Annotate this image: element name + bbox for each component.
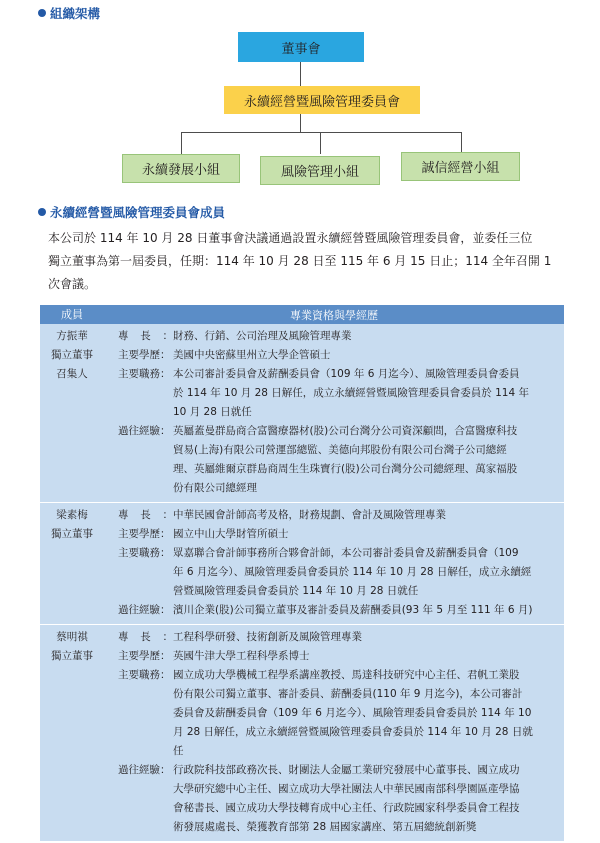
org-chart [0, 0, 600, 200]
detail-value [173, 525, 560, 544]
member-title: 獨立董事 [51, 528, 93, 540]
org-connector [181, 132, 182, 154]
detail-value [173, 327, 560, 346]
detail-label-part: 長 [140, 509, 151, 521]
detail-value-line: 10 月 28 日就任 [173, 406, 252, 418]
detail-value-line: 貿易(上海)有限公司營運部總監、美德向邦股份有限公司台灣子公司總經 [173, 444, 507, 456]
detail-item [118, 628, 560, 647]
detail-value-line: 工程科學研發、技術創新及風險管理專業 [173, 631, 362, 643]
detail-value [173, 647, 560, 666]
intro-line: 本公司於 114 年 10 月 28 日董事會決議通過設置永續經營暨風險管理委員會，並委任三位 [48, 231, 533, 245]
member-detail-cell [104, 324, 564, 503]
detail-value-line: 中華民國會計師高考及格，財務規劃、會計及風險管理專業 [173, 509, 446, 521]
org-connector [300, 62, 301, 86]
detail-item [118, 365, 560, 422]
detail-label: 主要學歷： [118, 528, 171, 540]
intro-line: 次會議。 [48, 277, 97, 291]
org-connector [320, 132, 321, 154]
detail-value-line: 濱川企業(股)公司獨立董事及審計委員及薪酬委員(93 年 5 月至 111 年 6 月) [173, 604, 533, 616]
detail-value [173, 365, 560, 422]
org-connector [300, 114, 301, 132]
detail-label: 主要職務： [118, 547, 171, 559]
header-qualification: 專業資格與學經歷 [104, 305, 564, 324]
detail-item [118, 544, 560, 601]
member-name: 方振華 [56, 330, 88, 342]
detail-value [173, 761, 560, 837]
member-name-cell [40, 324, 104, 503]
detail-value-line: 國立成功大學機械工程學系講座教授、馬達科技研究中心主任、君帆工業股 [173, 669, 520, 681]
detail-label: 過往經驗： [118, 604, 171, 616]
detail-value [173, 544, 560, 601]
detail-item [118, 346, 560, 365]
member-name-cell [40, 503, 104, 625]
detail-value-line: 術發展處處長、榮獲教育部第 28 屆國家講座、第五屆總統創新獎 [173, 821, 477, 833]
detail-value-line: 美國中央密蘇里州立大學企管碩士 [173, 349, 331, 361]
detail-label: 主要學歷： [118, 650, 171, 662]
detail-value-line: 英屬蓋曼群島商合富醫療器材(股)公司台灣分公司資深顧問，合富醫療科技 [173, 425, 518, 437]
detail-label: 過往經驗： [118, 764, 171, 776]
detail-label-part: ： [162, 509, 173, 521]
member-name-cell [40, 625, 104, 842]
detail-label-part: ： [162, 631, 173, 643]
detail-label: 過往經驗： [118, 425, 171, 437]
detail-label-part: 專 [118, 631, 129, 643]
members-table [40, 305, 564, 841]
section-heading-org-text: 組織架構 [50, 6, 101, 21]
detail-label-part: 專 [118, 330, 129, 342]
detail-item [118, 506, 560, 525]
detail-value [173, 422, 560, 498]
detail-label-part: ： [162, 330, 173, 342]
member-name: 梁素梅 [56, 509, 88, 521]
detail-item [118, 647, 560, 666]
header-member: 成員 [40, 305, 104, 324]
detail-value-line: 英國牛津大學工程科學系博士 [173, 650, 310, 662]
detail-value-line: 國立中山大學財管所碩士 [173, 528, 289, 540]
detail-label-part: 長 [140, 330, 151, 342]
detail-value-line: 年 6 月迄今）、風險管理委員會委員於 114 年 10 月 28 日解任，成立永續經 [173, 566, 532, 578]
detail-value-line: 會秘書長、國立成功大學技轉育成中心主任、行政院國家科學委員會工程技 [173, 802, 520, 814]
detail-label: 主要學歷： [118, 349, 171, 361]
member-title: 召集人 [56, 368, 88, 380]
section-heading-committee [38, 205, 225, 221]
member-detail-cell [104, 503, 564, 625]
detail-value-line: 本公司審計委員會及薪酬委員會（109 年 6 月迄今）、風險管理委員會委員 [173, 368, 520, 380]
detail-item [118, 327, 560, 346]
org-node-committee: 永續經營暨風險管理委員會 [224, 86, 420, 114]
org-connector [181, 132, 461, 133]
detail-label [118, 327, 173, 346]
detail-label [118, 628, 173, 647]
detail-item [118, 666, 560, 761]
intro-paragraph [48, 227, 556, 296]
detail-value [173, 628, 560, 647]
detail-value-line: 任 [173, 745, 184, 757]
detail-value [173, 346, 560, 365]
detail-value-line: 理、英屬維爾京群島商周生生珠寶行(股)公司台灣分公司總經理、萬家福股 [173, 463, 518, 475]
detail-label-part: 專 [118, 509, 129, 521]
org-connector [461, 132, 462, 152]
table-row [40, 324, 564, 503]
detail-value-line: 行政院科技部政務次長、財團法人金屬工業研究發展中心董事長、國立成功 [173, 764, 520, 776]
detail-value [173, 601, 560, 620]
detail-value [173, 666, 560, 761]
table-header-row [40, 305, 564, 324]
org-node-board: 董事會 [238, 32, 364, 62]
detail-label: 主要職務： [118, 669, 171, 681]
detail-value-line: 營暨風險管理委員會委員於 114 年 10 月 28 日就任 [173, 585, 419, 597]
detail-value-line: 委員會及薪酬委員會（109 年 6 月迄今）、風險管理委員會委員於 114 年 10 [173, 707, 532, 719]
detail-value-line: 財務、行銷、公司治理及風險管理專業 [173, 330, 352, 342]
detail-value-line: 月 28 日解任，成立永續經營暨風險管理委員會委員於 114 年 10 月 28 日就 [173, 726, 533, 738]
detail-item [118, 601, 560, 620]
org-node-group-sustainability: 永續發展小組 [122, 154, 240, 183]
detail-value-line: 份有限公司總經理 [173, 482, 257, 494]
org-node-group-integrity: 誠信經營小組 [401, 152, 520, 181]
detail-value-line: 大學研究總中心主任、國立成功大學社團法人中華民國南部科學園區產學協 [173, 783, 520, 795]
detail-value [173, 506, 560, 525]
detail-value-line: 份有限公司獨立董事、審計委員、薪酬委員(110 年 9 月迄今)，本公司審計 [173, 688, 523, 700]
detail-label-part: 長 [140, 631, 151, 643]
detail-label: 主要職務： [118, 368, 171, 380]
detail-item [118, 761, 560, 837]
detail-value-line: 眾嘉聯合會計師事務所合夥會計師，本公司審計委員會及薪酬委員會（109 [173, 547, 519, 559]
member-detail-cell [104, 625, 564, 842]
member-title: 獨立董事 [51, 349, 93, 361]
member-name: 蔡明祺 [56, 631, 88, 643]
intro-line: 獨立董事為第一屆委員，任期：114 年 10 月 28 日至 115 年 6 月 15 日止；114 全年召開 1 [48, 254, 552, 268]
bullet-icon [38, 208, 46, 216]
detail-item [118, 422, 560, 498]
detail-value-line: 於 114 年 10 月 28 日解任，成立永續經營暨風險管理委員會委員於 114 年 [173, 387, 530, 399]
detail-label [118, 506, 173, 525]
table-row [40, 503, 564, 625]
member-title: 獨立董事 [51, 650, 93, 662]
detail-item [118, 525, 560, 544]
table-row [40, 625, 564, 842]
section-heading-committee-text: 永續經營暨風險管理委員會成員 [50, 205, 226, 220]
org-node-group-risk: 風險管理小組 [260, 156, 380, 185]
